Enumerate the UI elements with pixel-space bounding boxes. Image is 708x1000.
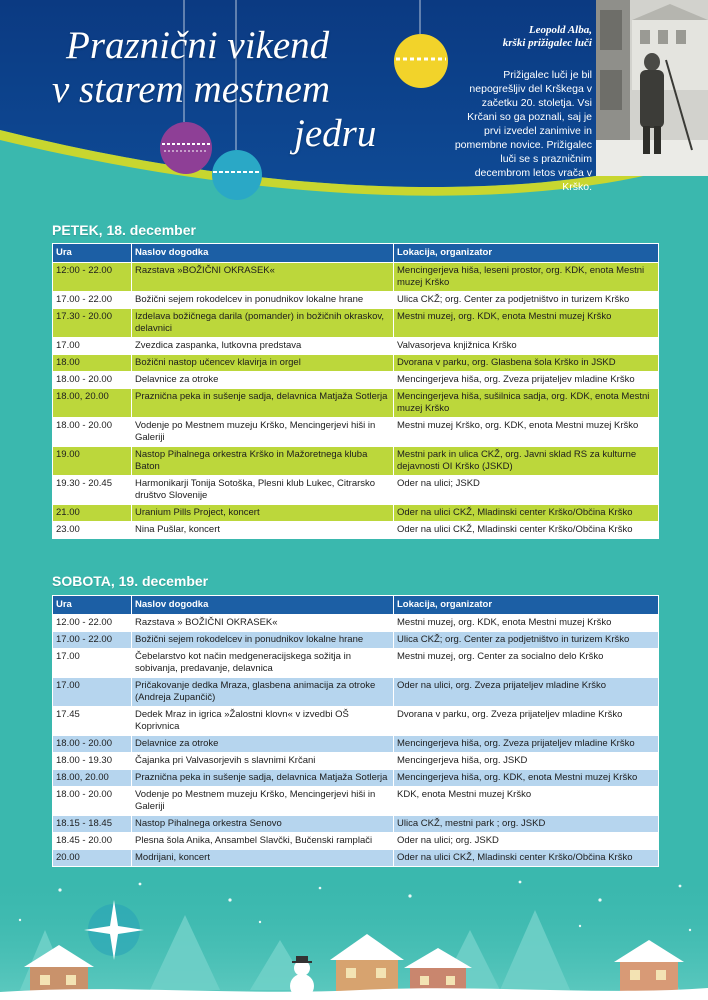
event-time: 19.00 (53, 447, 132, 476)
table-row (53, 418, 659, 447)
event-time: 17.00 - 22.00 (53, 292, 132, 309)
event-title: Čebelarstvo kot način medgeneracijskega sožitja in sobivanja, predavanje, delavnica (132, 649, 394, 678)
caption-text: Prižigalec luči je bil nepogrešljiv del Krškega v začetku 20. stoletja. Vsi Krčani so ga poznali, saj je prvi izvedel zanimive in pomembne novice. Prižigalec luči se s prazničnim decembrom letos vrača v Krško. (454, 69, 592, 193)
yellow-ornament-icon (392, 32, 450, 90)
event-title: Delavnice za otroke (132, 736, 394, 753)
event-time: 20.00 (53, 850, 132, 867)
event-time: 18.00 - 19.30 (53, 753, 132, 770)
event-location: Mestni muzej, org. KDK, enota Mestni muzej Krško (394, 309, 659, 338)
title-line-1: Praznični vikend (66, 24, 330, 67)
event-title: Razstava » BOŽIČNI OKRASEK« (132, 615, 394, 632)
column-header-location: Lokacija, organizator (394, 244, 659, 263)
table-row (53, 833, 659, 850)
event-title: Harmonikarji Tonija Sotoška, Plesni klub Lukec, Citrarsko društvo Slovenije (132, 476, 394, 505)
event-time: 18.00 (53, 355, 132, 372)
event-time: 18.15 - 18.45 (53, 816, 132, 833)
event-time: 17.00 - 22.00 (53, 632, 132, 649)
event-title: Božični sejem rokodelcev in ponudnikov lokalne hrane (132, 292, 394, 309)
page-title (52, 24, 392, 156)
event-location: Mencingerjeva hiša, leseni prostor, org. KDK, enota Mestni muzej Krško (394, 263, 659, 292)
event-title: Zvezdica zaspanka, lutkovna predstava (132, 338, 394, 355)
event-location: Oder na ulici; JSKD (394, 476, 659, 505)
table-row (53, 292, 659, 309)
event-time: 18.45 - 20.00 (53, 833, 132, 850)
event-location: Dvorana v parku, org. Zveza prijateljev mladine Krško (394, 707, 659, 736)
event-time: 18.00 - 20.00 (53, 372, 132, 389)
header-banner (0, 0, 708, 215)
table-row (53, 850, 659, 867)
caption-title (452, 24, 592, 50)
friday-schedule-table (52, 243, 659, 539)
table-row (53, 649, 659, 678)
event-title: Modrijani, koncert (132, 850, 394, 867)
event-time: 18.00 - 20.00 (53, 787, 132, 816)
event-time: 17.45 (53, 707, 132, 736)
table-header-row (53, 244, 659, 263)
event-location: Ulica CKŽ; org. Center za podjetništvo in turizem Krško (394, 292, 659, 309)
event-title: Uranium Pills Project, koncert (132, 505, 394, 522)
event-time: 18.00 - 20.00 (53, 418, 132, 447)
table-row (53, 770, 659, 787)
table-row (53, 522, 659, 539)
column-header-event: Naslov dogodka (132, 244, 394, 263)
column-header-time: Ura (53, 244, 132, 263)
event-location: Oder na ulici CKŽ, Mladinski center Krško/Občina Krško (394, 850, 659, 867)
teal-ornament-icon (210, 148, 264, 202)
column-header-event: Naslov dogodka (132, 596, 394, 615)
event-location: Dvorana v parku, org. Glasbena šola Krško in JSKD (394, 355, 659, 372)
table-row (53, 615, 659, 632)
event-title: Plesna šola Anika, Ansambel Slavčki, Bučenski ramplači (132, 833, 394, 850)
event-title: Izdelava božičnega darila (pomander) in božičnih okraskov, delavnici (132, 309, 394, 338)
caption-title-line-1: Leopold Alba, (528, 24, 592, 36)
event-title: Pričakovanje dedka Mraza, glasbena animacija za otroke (Andreja Zupančič) (132, 678, 394, 707)
event-location: Mencingerjeva hiša, org. JSKD (394, 753, 659, 770)
column-header-time: Ura (53, 596, 132, 615)
column-header-location: Lokacija, organizator (394, 596, 659, 615)
event-location: KDK, enota Mestni muzej Krško (394, 787, 659, 816)
event-time: 17.00 (53, 649, 132, 678)
event-location: Oder na ulici CKŽ, Mladinski center Krško/Občina Krško (394, 505, 659, 522)
event-time: 18.00 - 20.00 (53, 736, 132, 753)
event-location: Mencingerjeva hiša, sušilnica sadja, org. KDK, enota Mestni muzej Krško (394, 389, 659, 418)
saturday-heading: SOBOTA, 19. december (52, 573, 209, 589)
event-time: 18.00, 20.00 (53, 389, 132, 418)
table-row (53, 632, 659, 649)
event-location: Mencingerjeva hiša, org. KDK, enota Mestni muzej Krško (394, 770, 659, 787)
table-row (53, 389, 659, 418)
friday-heading: PETEK, 18. december (52, 222, 196, 238)
event-location: Mestni muzej Krško, org. KDK, enota Mestni muzej Krško (394, 418, 659, 447)
table-row (53, 447, 659, 476)
event-time: 18.00, 20.00 (53, 770, 132, 787)
table-row (53, 505, 659, 522)
table-row (53, 476, 659, 505)
event-time: 17.00 (53, 338, 132, 355)
event-location: Mestni muzej, org. Center za socialno delo Krško (394, 649, 659, 678)
event-location: Oder na ulici, org. Zveza prijateljev mladine Krško (394, 678, 659, 707)
table-row (53, 309, 659, 338)
event-location: Ulica CKŽ, mestni park ; org. JSKD (394, 816, 659, 833)
event-location: Mencingerjeva hiša, org. Zveza prijateljev mladine Krško (394, 372, 659, 389)
event-title: Vodenje po Mestnem muzeju Krško, Mencingerjevi hiši in Galeriji (132, 418, 394, 447)
event-time: 12:00 - 22.00 (53, 263, 132, 292)
table-header-row (53, 596, 659, 615)
event-title: Praznična peka in sušenje sadja, delavnica Matjaža Sotlerja (132, 770, 394, 787)
event-time: 21.00 (53, 505, 132, 522)
event-title: Božični sejem rokodelcev in ponudnikov lokalne hrane (132, 632, 394, 649)
lamplighter-photo-icon (596, 0, 708, 176)
title-line-2: v starem mestnem (52, 68, 330, 111)
event-title: Delavnice za otroke (132, 372, 394, 389)
event-time: 23.00 (53, 522, 132, 539)
table-row (53, 678, 659, 707)
snowy-village-icon (0, 870, 708, 1000)
table-row (53, 372, 659, 389)
title-line-3: jedru (294, 112, 377, 155)
event-title: Nastop Pihalnega orkestra Krško in Mažoretnega kluba Baton (132, 447, 394, 476)
event-location: Ulica CKŽ; org. Center za podjetništvo in turizem Krško (394, 632, 659, 649)
event-location: Oder na ulici; org. JSKD (394, 833, 659, 850)
event-title: Dedek Mraz in igrica »Žalostni klovn« v izvedbi OŠ Koprivnica (132, 707, 394, 736)
historic-photo (596, 0, 708, 176)
table-row (53, 736, 659, 753)
table-row (53, 753, 659, 770)
table-row (53, 787, 659, 816)
event-time: 12.00 - 22.00 (53, 615, 132, 632)
caption-title-line-2: krški prižigalec luči (502, 37, 592, 49)
event-title: Razstava »BOŽIČNI OKRASEK« (132, 263, 394, 292)
event-location: Oder na ulici CKŽ, Mladinski center Krško/Občina Krško (394, 522, 659, 539)
event-title: Nastop Pihalnega orkestra Senovo (132, 816, 394, 833)
table-row (53, 707, 659, 736)
event-time: 17.00 (53, 678, 132, 707)
table-row (53, 816, 659, 833)
event-location: Valvasorjeva knjižnica Krško (394, 338, 659, 355)
event-title: Vodenje po Mestnem muzeju Krško, Mencingerjevi hiši in Galeriji (132, 787, 394, 816)
saturday-schedule-table (52, 595, 659, 867)
event-title: Čajanka pri Valvasorjevih s slavnimi Krčani (132, 753, 394, 770)
event-location: Mencingerjeva hiša, org. Zveza prijateljev mladine Krško (394, 736, 659, 753)
event-time: 19.30 - 20.45 (53, 476, 132, 505)
event-location: Mestni park in ulica CKŽ, org. Javni sklad RS za kulturne dejavnosti OI Krško (JSKD) (394, 447, 659, 476)
table-row (53, 338, 659, 355)
winter-village-illustration (0, 870, 708, 1000)
table-row (53, 263, 659, 292)
event-title: Božični nastop učencev klavirja in orgel (132, 355, 394, 372)
event-location: Mestni muzej, org. KDK, enota Mestni muzej Krško (394, 615, 659, 632)
event-title: Praznična peka in sušenje sadja, delavnica Matjaža Sotlerja (132, 389, 394, 418)
event-time: 17.30 - 20.00 (53, 309, 132, 338)
photo-caption (452, 24, 592, 194)
table-row (53, 355, 659, 372)
event-title: Nina Pušlar, koncert (132, 522, 394, 539)
